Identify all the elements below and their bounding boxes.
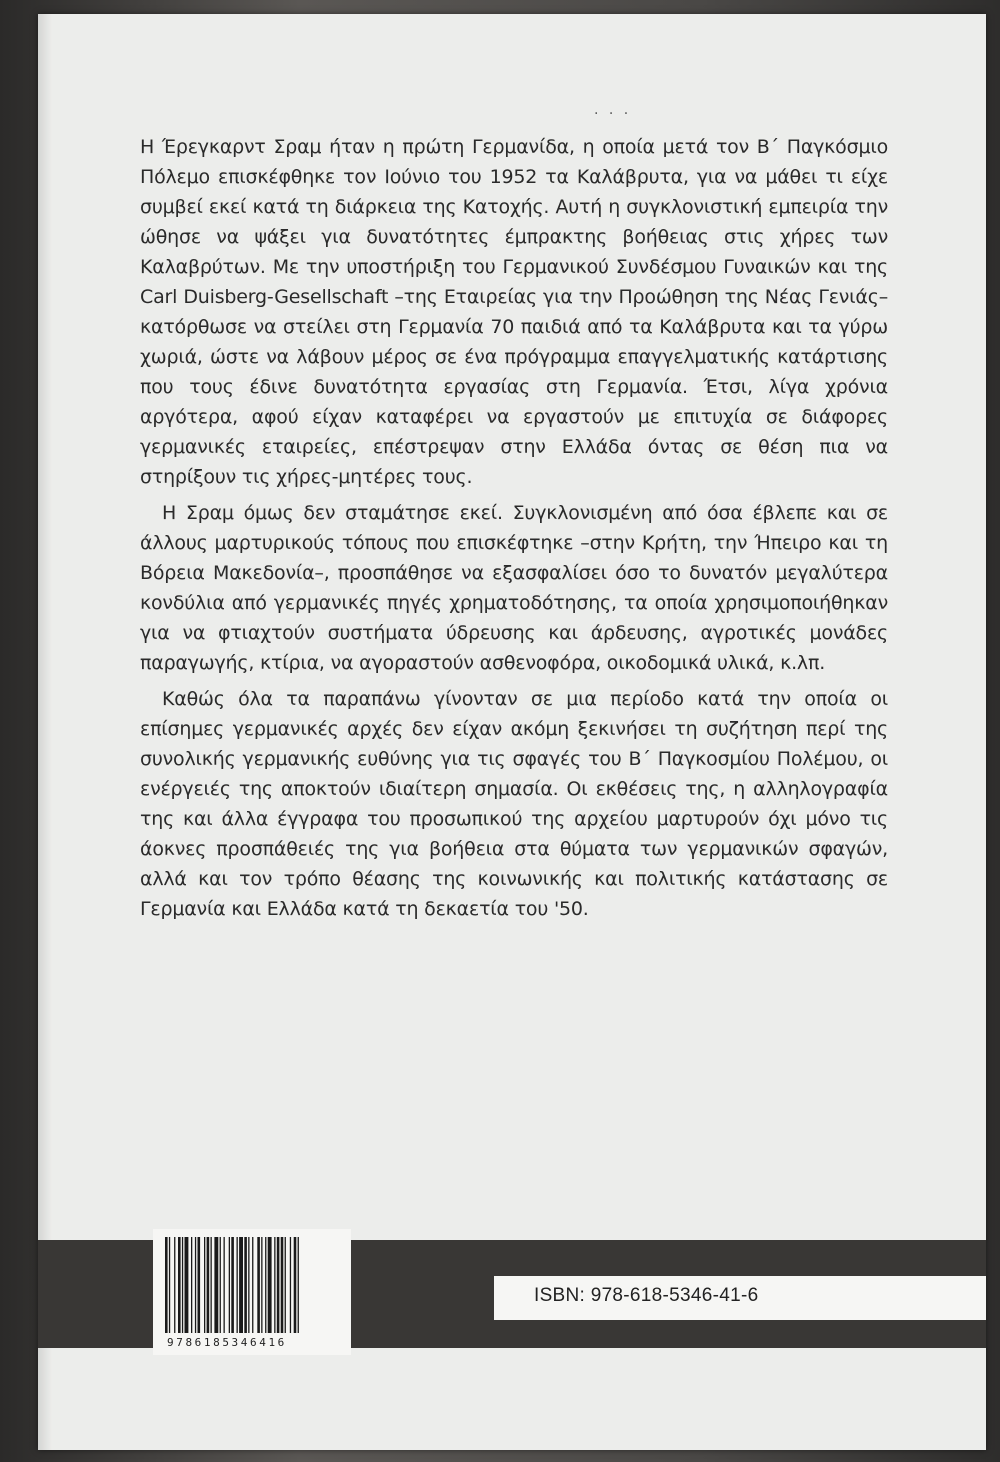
barcode-bar [248, 1237, 249, 1333]
barcode-bar [220, 1237, 221, 1333]
barcode-bar [174, 1237, 175, 1333]
barcode-bar [195, 1237, 196, 1333]
barcode-bar [239, 1237, 243, 1333]
barcode-bar [198, 1237, 201, 1333]
barcode-bar [257, 1237, 260, 1333]
barcode-bar [285, 1237, 286, 1333]
barcode-bar [191, 1237, 192, 1333]
spine-shadow [38, 14, 52, 1450]
barcode-bar [252, 1237, 253, 1333]
blurb-paragraph-2: Η Σραμ όμως δεν σταμάτησε εκεί. Συγκλονισμένη από όσα έβλεπε και σε άλλους μαρτυρικούς τόπους που επισκέφτηκε –στην Κρήτη, την Ήπειρο και τη Βόρεια Μακεδονία–, προσπάθησε να εξασφαλίσει όσο το δυνατόν μεγαλύτερα κονδύλια από γερμανικές πηγές χρηματοδότησης, τα οποία χρησιμοποιήθηκαν για να φτιαχτούν συστήματα ύδρευσης και άρδευσης, αγροτικές μονάδες παραγωγής, κτίρια, να αγοραστούν ασθενοφόρα, οικοδομικά υλικά, κ.λπ. [140, 502, 888, 674]
barcode-bar [178, 1237, 181, 1333]
barcode-bar [281, 1237, 284, 1333]
barcode-bar [274, 1237, 275, 1333]
isbn-panel [494, 1276, 986, 1320]
barcode-bar [294, 1237, 297, 1333]
barcode-bar [204, 1237, 205, 1333]
barcode-bar [298, 1237, 299, 1333]
barcode-bar [224, 1237, 225, 1333]
barcode-bar [182, 1237, 183, 1333]
barcode-panel [153, 1229, 351, 1355]
barcode-bar [185, 1237, 189, 1333]
barcode-bar [244, 1237, 247, 1333]
barcode-bar [169, 1237, 170, 1333]
book-back-cover [38, 14, 986, 1450]
barcode-bar [237, 1237, 238, 1333]
barcode-bar [207, 1237, 210, 1333]
barcode-digits: 9786185346416 [167, 1336, 287, 1349]
barcode-bar [265, 1237, 266, 1333]
barcode-bar [277, 1237, 280, 1333]
barcode-icon [163, 1237, 341, 1335]
blurb-text [140, 132, 888, 930]
barcode-bar [268, 1237, 272, 1333]
barcode-bar [211, 1237, 212, 1333]
barcode-bar [214, 1237, 218, 1333]
barcode-bar [290, 1237, 291, 1333]
blurb-paragraph-3: Καθώς όλα τα παραπάνω γίνονταν σε μια περίοδο κατά την οποία οι επίσημες γερμανικές αρχές δεν είχαν ακόμη ξεκινήσει τη συζήτηση περί της συνολικής γερμανικής ευθύνης για τις σφαγές του Β΄ Παγκοσμίου Πολέμου, οι ενέργειές της αποκτούν ιδιαίτερη σημασία. Οι εκθέσεις της, η αλληλογραφία της και άλλα έγγραφα του προσωπικού της αρχείου μαρτυρούν όχι μόνο τις άοκνες προσπάθειές της για βοήθεια στα θύματα των γερμανικών σφαγών, αλλά και τον τρόπο θέασης της κοινωνικής και πολιτικής κατάστασης σε Γερμανία και Ελλάδα κατά τη δεκαετία του '50. [140, 688, 888, 920]
blurb-paragraph-1: Η Έρεγκαρντ Σραμ ήταν η πρώτη Γερμανίδα, η οποία μετά τον Β΄ Παγκόσμιο Πόλεμο επισκέφθηκε τον Ιούνιο του 1952 τα Καλάβρυτα, για να μάθει τι είχε συμβεί εκεί κατά τη διάρκεια της Κατοχής. Αυτή η συγκλονιστική εμπειρία την ώθησε να ψάξει για δυνατότητες έμπρακτης βοήθειας στις χήρες των Καλαβρύτων. Με την υποστήριξη του Γερμανικού Συνδέσμου Γυναικών και της Carl Duisberg-Gesellschaft –της Εταιρείας για την Προώθηση της Νέας Γενιάς– κατόρθωσε να στείλει στη Γερμανία 70 παιδιά από τα Καλάβρυτα και τα γύρω χωριά, ώστε να λάβουν μέρος σε ένα πρόγραμμα επαγγελματικής κατάρτισης που τους έδινε δυνατότητα εργασίας στη Γερμανία. Έτσι, λίγα χρόνια αργότερα, αφού είχαν καταφέρει να εργαστούν με επιτυχία σε διάφορες γερμανικές εταιρείες, επέστρεψαν στην Ελλάδα όντας σε θέση πια να στηρίξουν τις χήρες-μητέρες τους. [140, 136, 888, 488]
barcode-bar [231, 1237, 234, 1333]
barcode-bar [229, 1237, 230, 1333]
barcode-bar [165, 1237, 168, 1333]
barcode-bar [261, 1237, 262, 1333]
printer-mark: · · · [594, 106, 632, 122]
isbn-label: ISBN: 978-618-5346-41-6 [534, 1285, 759, 1306]
